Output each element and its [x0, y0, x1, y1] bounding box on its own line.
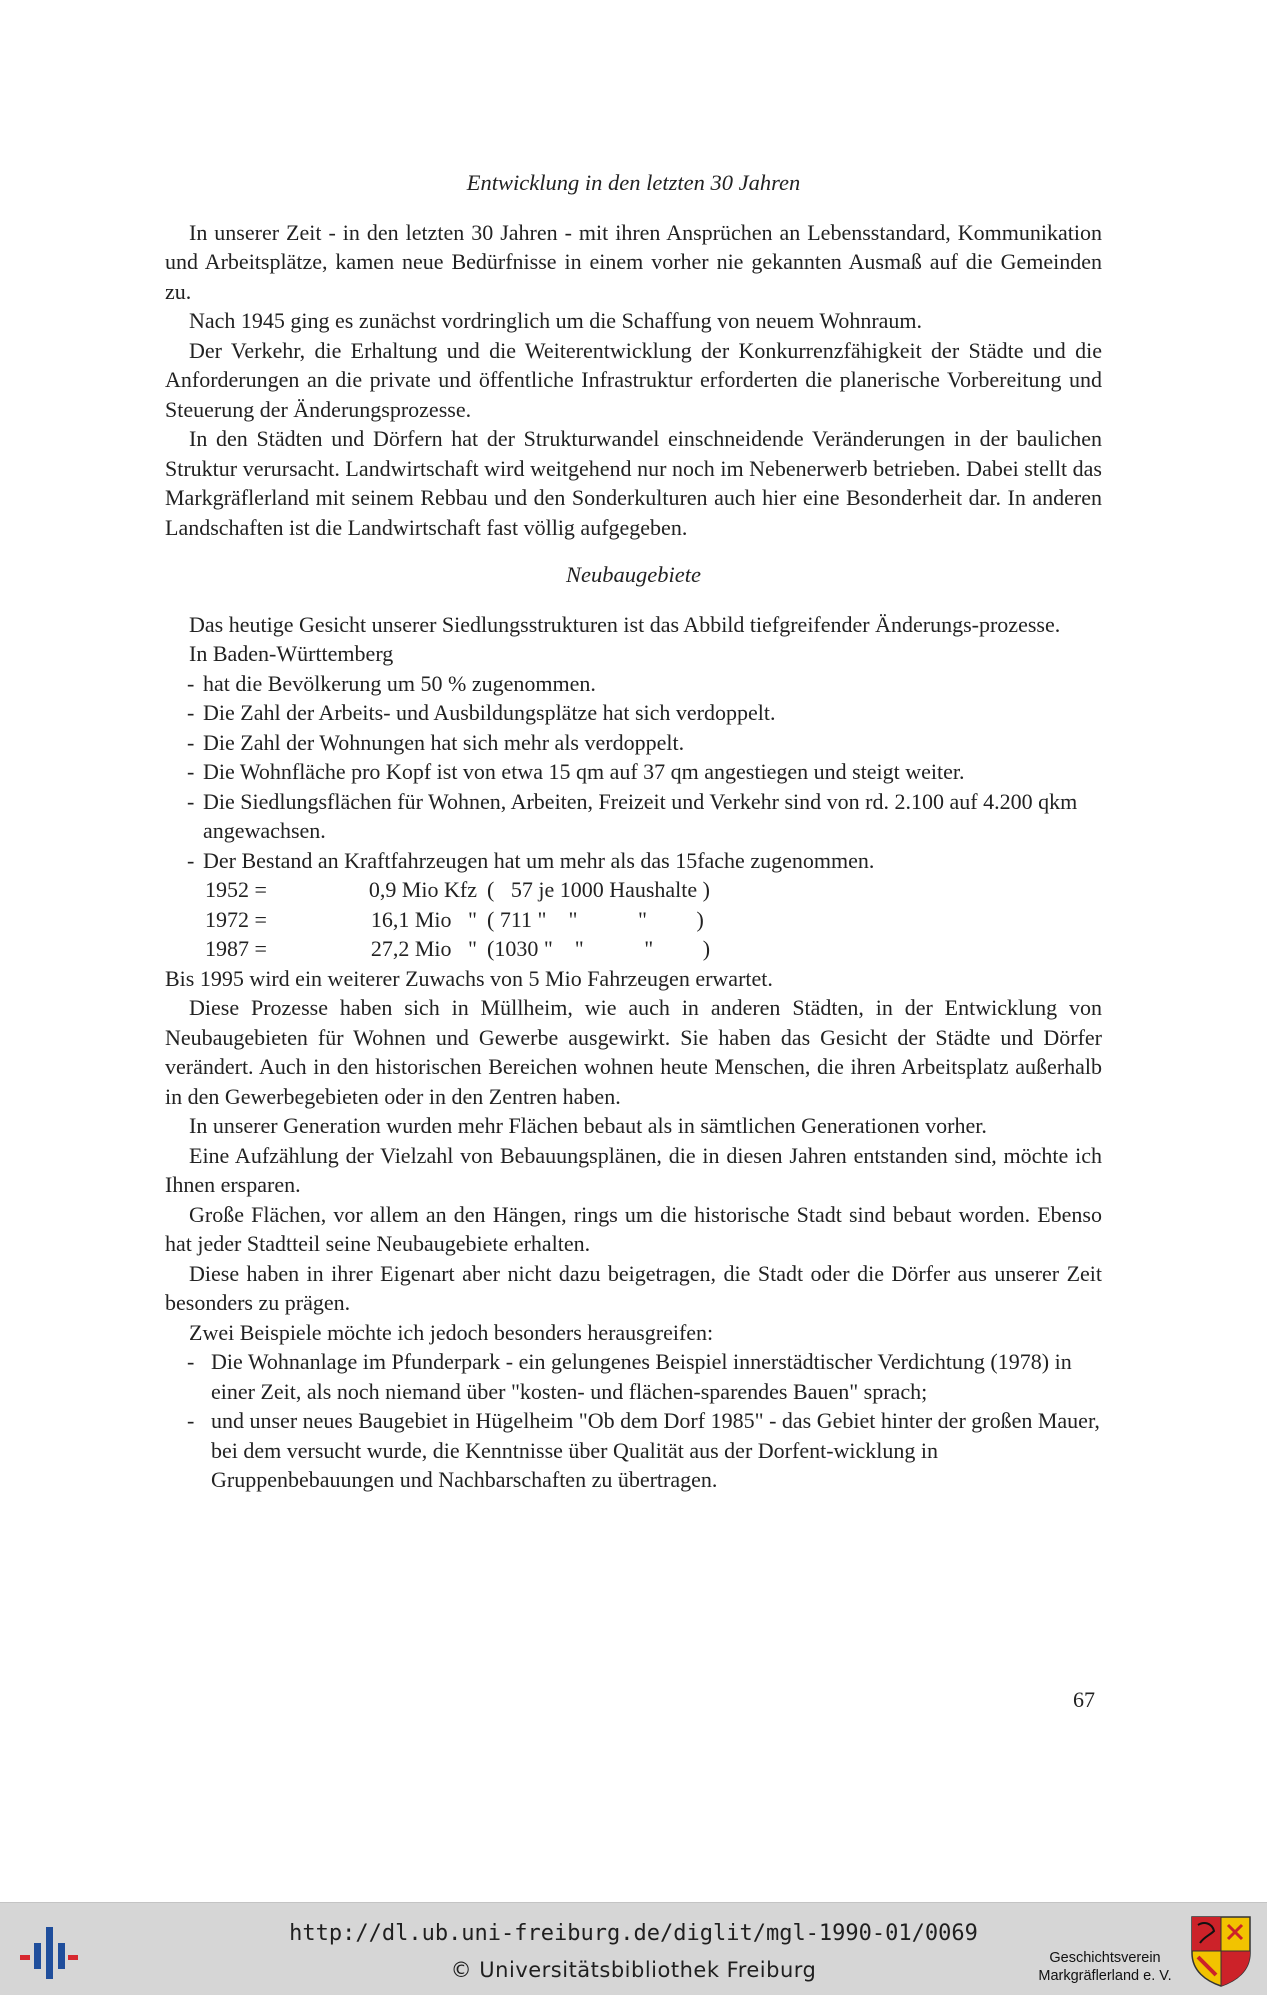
table-row — [205, 934, 710, 964]
paragraph: In unserer Generation wurden mehr Flächen bebaut als in sämtlichen Generationen vorher. — [189, 1113, 987, 1138]
paragraph: Eine Aufzählung der Vielzahl von Bebauungsplänen, die in diesen Jahren entstanden sind, möchte ich Ihnen ersparen. — [165, 1142, 1102, 1197]
stat-year: 1972 = — [205, 906, 267, 932]
stat-year: 1952 = — [205, 877, 267, 902]
copyright-text: © Universitätsbibliothek Freiburg — [450, 1958, 817, 1982]
stat-detail: ( 57 je 1000 Haushalte ) — [487, 877, 710, 902]
list-item: - hat die Bevölkerung um 50 % zugenommen. — [187, 670, 596, 696]
coat-of-arms-icon[interactable] — [1188, 1913, 1254, 1989]
list-item: - Die Siedlungsflächen für Wohnen, Arbeiten, Freizeit und Verkehr sind von rd. 2.100 auf 4.200 qkm angewachsen. — [187, 788, 1078, 843]
list-item: - Die Wohnanlage im Pfunderpark - ein gelungenes Beispiel innerstädtischer Verdichtung (1978) in einer Zeit, als noch niemand über "kosten- und flächen-sparendes Bauen" sprach; — [187, 1349, 1072, 1404]
list-item: - Die Wohnfläche pro Kopf ist von etwa 15 qm auf 37 qm angestiegen und steigt weiter. — [187, 759, 965, 784]
viewer-footer — [0, 1902, 1267, 1995]
stat-value: 27,2 Mio " — [370, 936, 477, 961]
stat-detail: ( 711 " " " ) — [487, 906, 704, 932]
table-row — [205, 875, 710, 905]
document-url-link[interactable]: http://dl.ub.uni-freiburg.de/diglit/mgl-1990-01/0069 — [289, 1921, 978, 1946]
statistics-list — [165, 669, 1102, 876]
paragraph: Das heutige Gesicht unserer Siedlungsstrukturen ist das Abbild tiefgreifender Änderungs-prozesse. — [189, 611, 1061, 637]
stat-value: 16,1 Mio " — [370, 906, 477, 932]
paragraph: Diese haben in ihrer Eigenart aber nicht dazu beigetragen, die Stadt oder die Dörfer aus unserer Zeit besonders zu prägen. — [165, 1260, 1102, 1315]
society-name[interactable] — [1020, 1949, 1190, 1985]
table-row — [205, 905, 710, 935]
list-item: - und unser neues Baugebiet in Hügelheim "Ob dem Dorf 1985" - das Gebiet hinter der großen Mauer, bei dem versucht wurde, die Kenntnisse über Qualität aus der Dorfent-wicklung in Gruppenbebauungen und Nachbarschaften zu übertragen. — [187, 1408, 1100, 1492]
society-line-1: Geschichtsverein — [1049, 1950, 1161, 1966]
list-item: - Die Zahl der Arbeits- und Ausbildungsplätze hat sich verdoppelt. — [187, 700, 776, 725]
list-item: - Die Zahl der Wohnungen hat sich mehr als verdoppelt. — [187, 729, 685, 755]
paragraph: Diese Prozesse haben sich in Müllheim, wie auch in anderen Städten, in der Entwicklung von Neubaugebieten für Wohnen und Gewerbe ausgewirkt. Sie haben das Gesicht der Städte und Dörfer verändert. Auch in den historischen Bereichen wohnen heute Menschen, die ihren Arbeitsplatz außerhalb in den Gewerbegebieten oder in den Zentren haben. — [165, 995, 1102, 1109]
paragraph: In unserer Zeit - in den letzten 30 Jahren - mit ihren Ansprüchen an Lebensstandard, Kommunikation und Arbeitsplätze, kamen neue Bedürfnisse in einem vorher nie gekannten Ausmaß auf die Gemeinden zu. — [165, 219, 1102, 304]
paragraph: In Baden-Württemberg — [189, 641, 394, 666]
stat-detail: (1030 " " " ) — [487, 936, 711, 961]
vehicle-stats-table — [205, 875, 710, 964]
stat-year: 1987 = — [205, 936, 267, 961]
paragraph: Der Verkehr, die Erhaltung und die Weiterentwicklung der Konkurrenzfähigkeit der Städte und die Anforderungen an die private und öffentliche Infrastruktur erforderten die planerische Vorbereitung und Steuerung der Änderungsprozesse. — [165, 337, 1102, 422]
paragraph: Nach 1945 ging es zunächst vordringlich um die Schaffung von neuem Wohnraum. — [189, 308, 923, 333]
examples-list — [165, 1347, 1102, 1495]
section-heading-new-building-areas: Neubaugebiete — [566, 562, 701, 587]
paragraph: In den Städten und Dörfern hat der Strukturwandel einschneidende Veränderungen in der baulichen Struktur verursacht. Landwirtschaft wird weitgehend nur noch im Nebenerwerb betrieben. Dabei stellt das Markgräflerland mit seinem Rebbau und den Sonderkulturen auch hier eine Besonderheit dar. In anderen Landschaften ist die Landwirtschaft fast völlig aufgegeben. — [165, 426, 1102, 540]
stat-value: 0,9 Mio Kfz — [368, 877, 477, 902]
paragraph: Bis 1995 wird ein weiterer Zuwachs von 5 Mio Fahrzeugen erwartet. — [165, 965, 773, 991]
page-number: 67 — [1073, 1687, 1095, 1712]
society-line-2: Markgräflerland e. V. — [1038, 1968, 1172, 1984]
page-content — [165, 168, 1102, 1495]
list-item: - Der Bestand an Kraftfahrzeugen hat um mehr als das 15fache zugenommen. — [187, 847, 875, 873]
paragraph: Zwei Beispiele möchte ich jedoch besonders herausgreifen: — [189, 1319, 714, 1345]
paragraph: Große Flächen, vor allem an den Hängen, rings um die historische Stadt sind bebaut worden. Ebenso hat jeder Stadtteil seine Neubaugebiete erhalten. — [165, 1201, 1102, 1256]
section-heading-development: Entwicklung in den letzten 30 Jahren — [466, 170, 801, 195]
